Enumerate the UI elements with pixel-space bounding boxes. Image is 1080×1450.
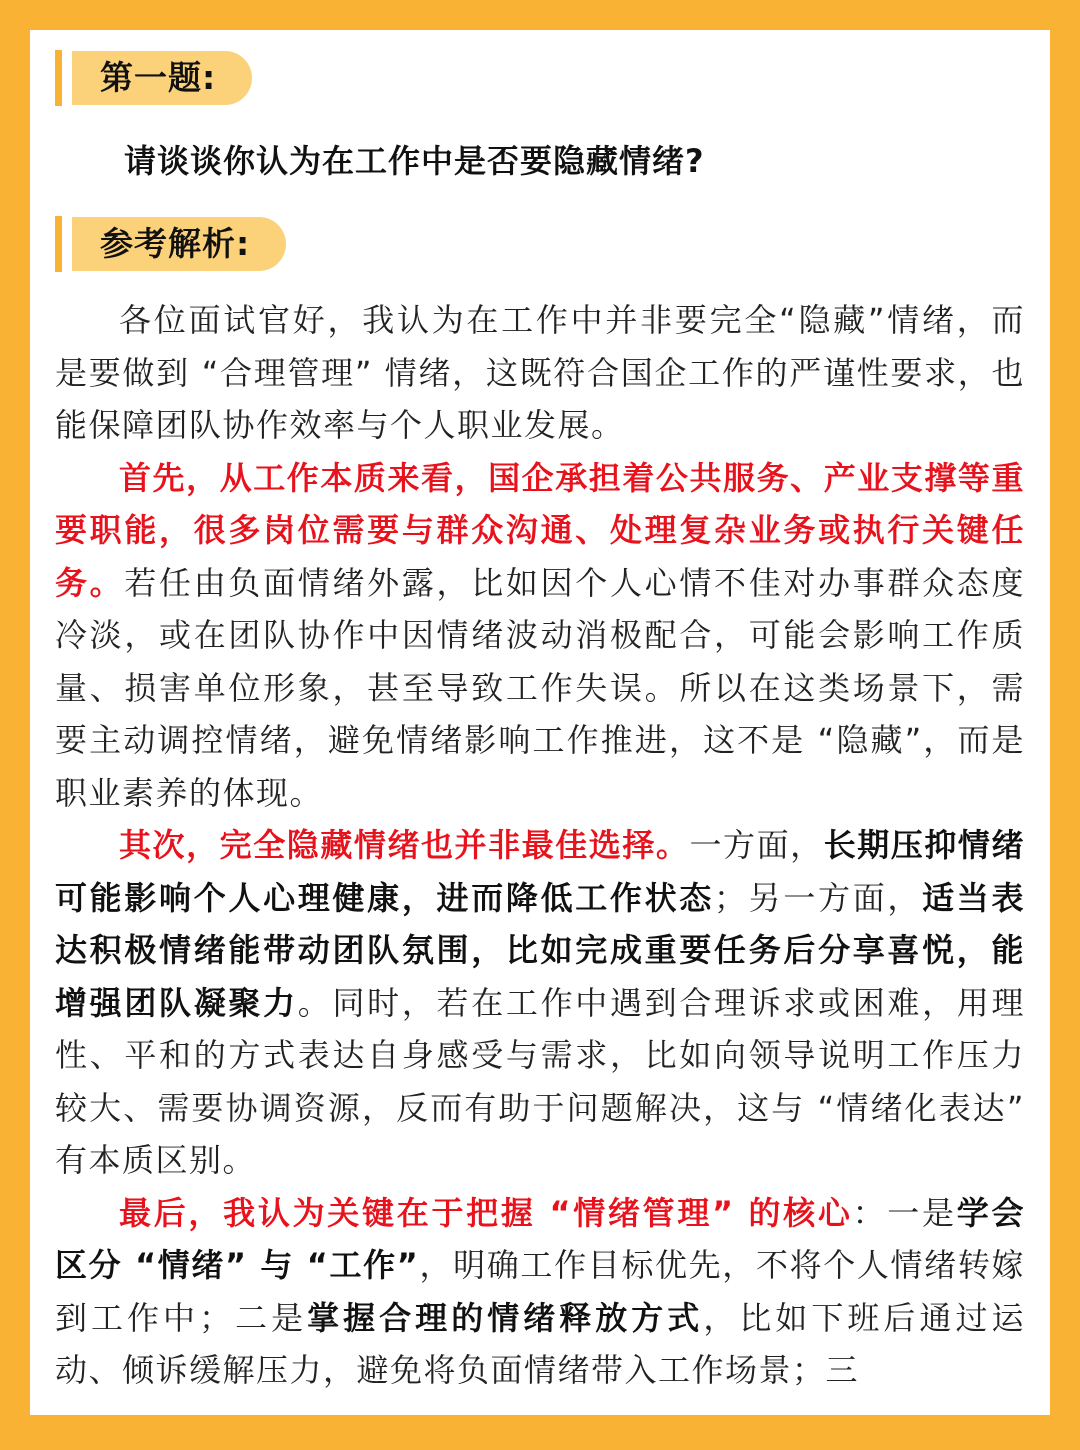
bold-phrase: 掌握合理的情绪释放方式 [307, 1298, 704, 1337]
paragraph-text: ；另一方面， [714, 878, 923, 917]
highlight-lead: 最后，我认为关键在于把握 “情绪管理” 的核心 [119, 1193, 853, 1232]
analysis-tag-label: 参考解析: [72, 217, 286, 271]
paragraph-second [55, 819, 1025, 1187]
bold-phrase: 长期压抑情绪可能影响个人心理健康，进而降低工作状态 [55, 826, 1025, 917]
paragraph-text: 。同时，若在工作中遇到合理诉求或困难，用理性、平和的方式表达自身感受与需求，比如向领导说明工作压力较大、需要协调资源，反而有助于问题解决，这与 “情绪化表达” 有本质区别。 [55, 983, 1025, 1179]
content-card [30, 30, 1050, 1415]
analysis-tag [55, 216, 286, 272]
answer-body [55, 294, 1025, 1397]
paragraph-intro [55, 294, 1025, 452]
paragraph-text: 一方面， [689, 826, 824, 864]
question-tag [55, 50, 252, 106]
paragraph-text: ：一是 [852, 1193, 957, 1232]
bold-phrase: 学会区分 “情绪” 与 “工作” [55, 1193, 1025, 1284]
question-text: 请谈谈你认为在工作中是否要隐藏情绪? [124, 142, 705, 180]
tag-accent-bar [55, 216, 62, 272]
paragraph-text: ，明确工作目标优先，不将个人情绪转嫁到工作中；二是 [55, 1246, 1025, 1337]
paragraph-text: 各位面试官好，我认为在工作中并非要完全“隐藏”情绪，而是要做到 “合理管理” 情绪，这既符合国企工作的严谨性要求，也能保障团队协作效率与个人职业发展。 [55, 301, 1025, 444]
highlight-lead: 其次，完全隐藏情绪也并非最佳选择。 [119, 826, 690, 864]
tag-accent-bar [55, 50, 62, 106]
question-tag-label: 第一题: [72, 51, 252, 105]
bold-phrase: 适当表达积极情绪能带动团队氛围，比如完成重要任务后分享喜悦，能增强团队凝聚力 [55, 878, 1025, 1022]
highlight-lead: 首先，从工作本质来看，国企承担着公共服务、产业支撑等重要职能，很多岗位需要与群众沟通、处理复杂业务或执行关键任务。 [55, 458, 1025, 602]
paragraph-first [55, 452, 1025, 820]
paragraph-text: ，比如下班后通过运动、倾诉缓解压力，避免将负面情绪带入工作场景；三 [55, 1298, 1025, 1389]
paragraph-last [55, 1187, 1025, 1397]
paragraph-text: 若任由负面情绪外露，比如因个人心情不佳对办事群众态度冷淡，或在团队协作中因情绪波动消极配合，可能会影响工作质量、损害单位形象，甚至导致工作失误。所以在这类场景下，需要主动调控情绪，避免情绪影响工作推进，这不是 “隐藏”，而是职业素养的体现。 [55, 563, 1025, 812]
